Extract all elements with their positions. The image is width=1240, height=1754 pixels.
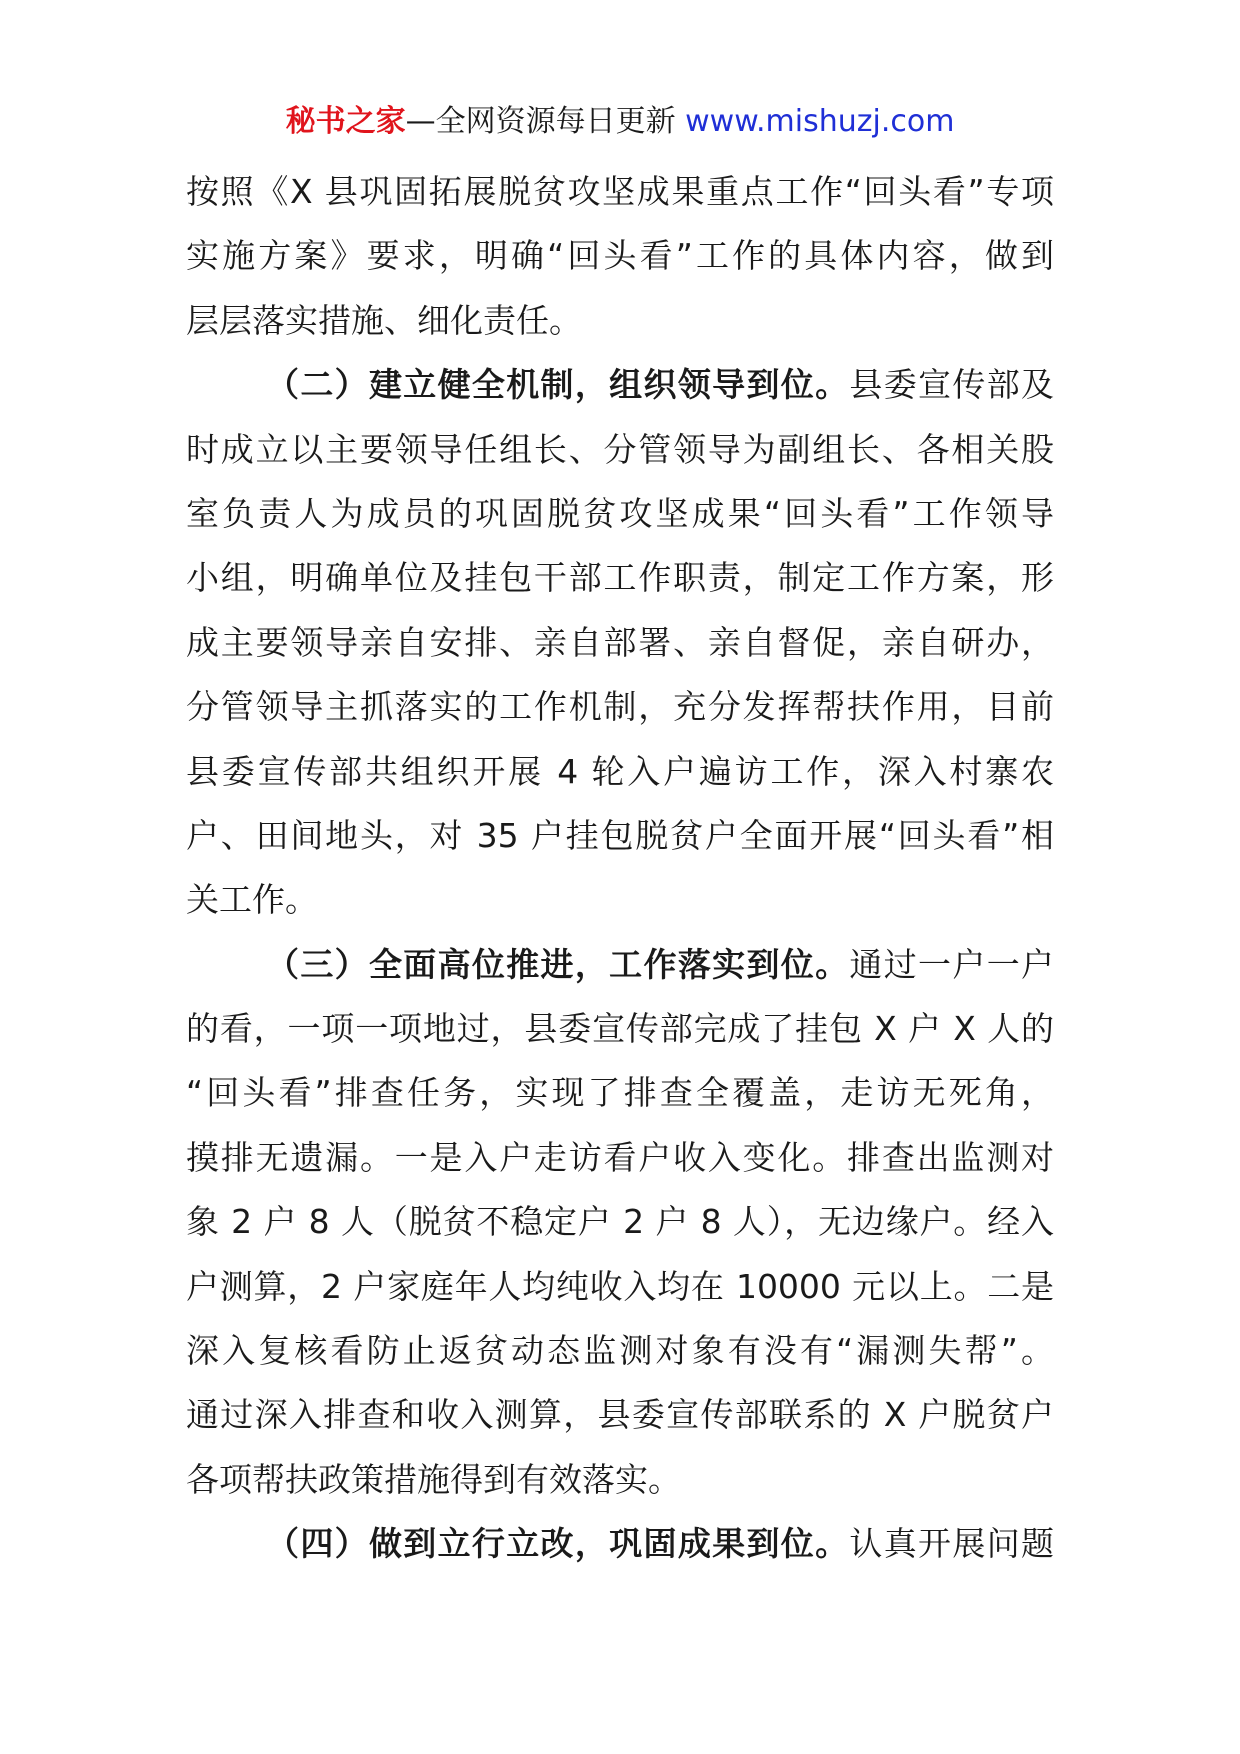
header-tagline: —全网资源每日更新 (405, 104, 676, 139)
paragraph-line: 按照《X 县巩固拓展脱贫攻坚成果重点工作“回头看”专项 (186, 172, 1054, 211)
paragraph-line: “回头看”排查任务，实现了排查全覆盖，走访无死角， (186, 1073, 1054, 1113)
paragraph-line: 通过深入排查和收入测算，县委宣传部联系的 X 户脱贫户 (186, 1395, 1054, 1435)
paragraph-line: 的看，一项一项地过，县委宣传部完成了挂包 X 户 X 人的 (186, 1009, 1054, 1049)
site-url-link[interactable]: www.mishuzj.com (685, 104, 955, 139)
paragraph-line: 层层落实措施、细化责任。 (186, 300, 582, 340)
document-body (186, 160, 1054, 1577)
paragraph-first-line (186, 1512, 1054, 1576)
paragraph-line: 实施方案》要求，明确“回头看”工作的具体内容，做到 (186, 236, 1054, 276)
brand-name: 秘书之家 (285, 104, 406, 139)
paragraph-line: 关工作。 (186, 880, 318, 920)
paragraph-first-line (186, 353, 1054, 417)
site-header (0, 100, 1240, 144)
paragraph-line: 摸排无遗漏。一是入户走访看户收入变化。排查出监测对 (186, 1137, 1054, 1177)
section-heading: （二）建立健全机制，组织领导到位。 (266, 365, 850, 405)
paragraph-line: 县委宣传部共组织开展 4 轮入户遍访工作，深入村寨农 (186, 751, 1054, 791)
paragraph-line: 室负责人为成员的巩固脱贫攻坚成果“回头看”工作领导 (186, 493, 1054, 533)
section-heading: （四）做到立行立改，巩固成果到位。 (266, 1524, 850, 1564)
paragraph-line: 分管领导主抓落实的工作机制，充分发挥帮扶作用，目前 (186, 687, 1054, 727)
paragraph-line: 户、田间地头，对 35 户挂包脱贫户全面开展“回头看”相 (186, 815, 1054, 855)
paragraph-line: 深入复核看防止返贫动态监测对象有没有“漏测失帮”。 (186, 1331, 1054, 1371)
section-heading: （三）全面高位推进，工作落实到位。 (266, 944, 850, 984)
paragraph-text: 认真开展问题 (849, 1524, 1055, 1564)
paragraph-text: 县委宣传部及 (849, 365, 1055, 405)
paragraph-text: 通过一户一户 (849, 944, 1055, 984)
paragraph-line: 各项帮扶政策措施得到有效落实。 (186, 1459, 681, 1499)
paragraph-line: 小组，明确单位及挂包干部工作职责，制定工作方案，形 (186, 558, 1054, 598)
paragraph-line: 象 2 户 8 人（脱贫不稳定户 2 户 8 人），无边缘户。经入 (186, 1202, 1054, 1242)
paragraph-line: 成主要领导亲自安排、亲自部署、亲自督促，亲自研办， (186, 622, 1054, 662)
paragraph-first-line (186, 933, 1054, 997)
paragraph-line: 户测算，2 户家庭年人均纯收入均在 10000 元以上。二是 (186, 1266, 1054, 1306)
paragraph-line: 时成立以主要领导任组长、分管领导为副组长、各相关股 (186, 429, 1054, 469)
